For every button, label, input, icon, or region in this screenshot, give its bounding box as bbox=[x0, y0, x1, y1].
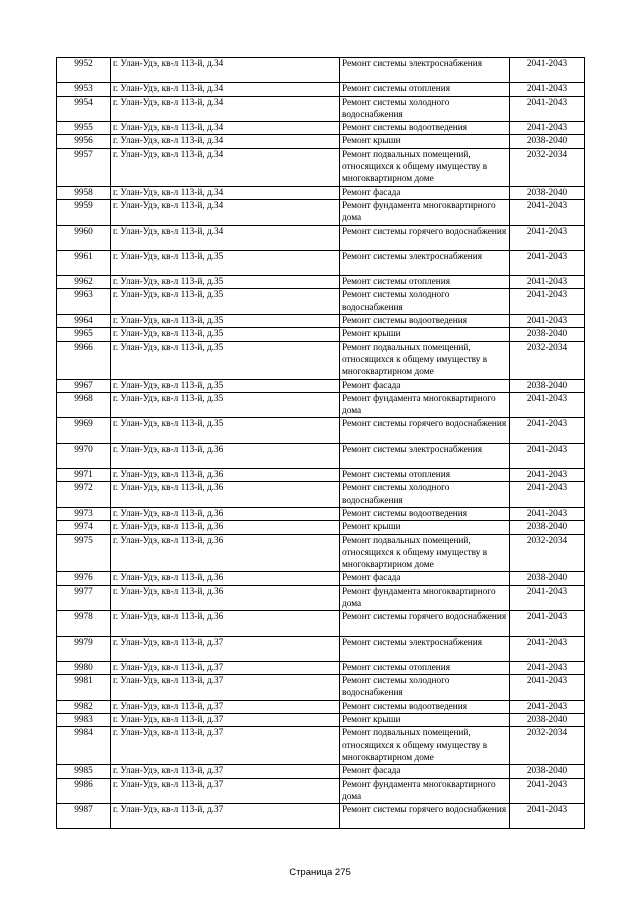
row-number: 9962 bbox=[57, 276, 111, 289]
address-cell: г. Улан-Удэ, кв-л 113-й, д.36 bbox=[111, 611, 340, 636]
period-cell: 2038-2040 bbox=[510, 186, 585, 199]
row-number: 9952 bbox=[57, 58, 111, 83]
row-number: 9976 bbox=[57, 572, 111, 585]
work-type-cell: Ремонт системы холодного водоснабжения bbox=[340, 96, 510, 122]
address-cell: г. Улан-Удэ, кв-л 113-й, д.34 bbox=[111, 186, 340, 199]
period-cell: 2032-2034 bbox=[510, 534, 585, 572]
address-cell: г. Улан-Удэ, кв-л 113-й, д.37 bbox=[111, 700, 340, 713]
address-cell: г. Улан-Удэ, кв-л 113-й, д.36 bbox=[111, 572, 340, 585]
work-type-cell: Ремонт крыши bbox=[340, 328, 510, 341]
address-cell: г. Улан-Удэ, кв-л 113-й, д.34 bbox=[111, 83, 340, 96]
address-cell: г. Улан-Удэ, кв-л 113-й, д.36 bbox=[111, 482, 340, 508]
period-cell: 2041-2043 bbox=[510, 443, 585, 468]
row-number: 9958 bbox=[57, 186, 111, 199]
row-number: 9986 bbox=[57, 778, 111, 804]
table-row bbox=[57, 289, 585, 315]
row-number: 9966 bbox=[57, 341, 111, 379]
address-cell: г. Улан-Удэ, кв-л 113-й, д.35 bbox=[111, 392, 340, 418]
address-cell: г. Улан-Удэ, кв-л 113-й, д.37 bbox=[111, 661, 340, 674]
address-cell: г. Улан-Удэ, кв-л 113-й, д.37 bbox=[111, 675, 340, 701]
address-cell: г. Улан-Удэ, кв-л 113-й, д.34 bbox=[111, 225, 340, 250]
row-number: 9955 bbox=[57, 122, 111, 135]
table-row bbox=[57, 469, 585, 482]
address-cell: г. Улан-Удэ, кв-л 113-й, д.37 bbox=[111, 778, 340, 804]
work-type-cell: Ремонт крыши bbox=[340, 135, 510, 148]
row-number: 9987 bbox=[57, 804, 111, 829]
table-row bbox=[57, 276, 585, 289]
period-cell: 2041-2043 bbox=[510, 392, 585, 418]
work-type-cell: Ремонт системы холодного водоснабжения bbox=[340, 675, 510, 701]
row-number: 9985 bbox=[57, 765, 111, 778]
period-cell: 2041-2043 bbox=[510, 585, 585, 611]
table-row bbox=[57, 341, 585, 379]
period-cell: 2032-2034 bbox=[510, 727, 585, 765]
address-cell: г. Улан-Удэ, кв-л 113-й, д.34 bbox=[111, 96, 340, 122]
row-number: 9981 bbox=[57, 675, 111, 701]
address-cell: г. Улан-Удэ, кв-л 113-й, д.37 bbox=[111, 804, 340, 829]
work-type-cell: Ремонт фасада bbox=[340, 572, 510, 585]
work-type-cell: Ремонт подвальных помещений, относящихся к общему имуществу в многоквартирном доме bbox=[340, 727, 510, 765]
work-type-cell: Ремонт системы водоотведения bbox=[340, 315, 510, 328]
period-cell: 2041-2043 bbox=[510, 96, 585, 122]
table-row bbox=[57, 804, 585, 829]
table-row bbox=[57, 379, 585, 392]
table-row bbox=[57, 765, 585, 778]
work-type-cell: Ремонт системы водоотведения bbox=[340, 122, 510, 135]
period-cell: 2041-2043 bbox=[510, 675, 585, 701]
table-row bbox=[57, 636, 585, 661]
address-cell: г. Улан-Удэ, кв-л 113-й, д.35 bbox=[111, 379, 340, 392]
period-cell: 2041-2043 bbox=[510, 611, 585, 636]
address-cell: г. Улан-Удэ, кв-л 113-й, д.35 bbox=[111, 418, 340, 443]
address-cell: г. Улан-Удэ, кв-л 113-й, д.36 bbox=[111, 521, 340, 534]
row-number: 9959 bbox=[57, 199, 111, 225]
table-row bbox=[57, 611, 585, 636]
work-type-cell: Ремонт подвальных помещений, относящихся к общему имуществу в многоквартирном доме bbox=[340, 148, 510, 186]
address-cell: г. Улан-Удэ, кв-л 113-й, д.36 bbox=[111, 443, 340, 468]
work-type-cell: Ремонт системы горячего водоснабжения bbox=[340, 611, 510, 636]
period-cell: 2041-2043 bbox=[510, 804, 585, 829]
address-cell: г. Улан-Удэ, кв-л 113-й, д.35 bbox=[111, 276, 340, 289]
address-cell: г. Улан-Удэ, кв-л 113-й, д.35 bbox=[111, 328, 340, 341]
period-cell: 2041-2043 bbox=[510, 276, 585, 289]
period-cell: 2038-2040 bbox=[510, 135, 585, 148]
work-type-cell: Ремонт фундамента многоквартирного дома bbox=[340, 199, 510, 225]
period-cell: 2041-2043 bbox=[510, 250, 585, 275]
period-cell: 2041-2043 bbox=[510, 469, 585, 482]
address-cell: г. Улан-Удэ, кв-л 113-й, д.34 bbox=[111, 58, 340, 83]
period-cell: 2041-2043 bbox=[510, 507, 585, 520]
work-type-cell: Ремонт системы холодного водоснабжения bbox=[340, 289, 510, 315]
work-type-cell: Ремонт фасада bbox=[340, 186, 510, 199]
row-number: 9980 bbox=[57, 661, 111, 674]
period-cell: 2041-2043 bbox=[510, 700, 585, 713]
row-number: 9979 bbox=[57, 636, 111, 661]
work-type-cell: Ремонт системы водоотведения bbox=[340, 507, 510, 520]
period-cell: 2032-2034 bbox=[510, 148, 585, 186]
period-cell: 2041-2043 bbox=[510, 482, 585, 508]
period-cell: 2041-2043 bbox=[510, 122, 585, 135]
work-type-cell: Ремонт системы горячего водоснабжения bbox=[340, 418, 510, 443]
period-cell: 2038-2040 bbox=[510, 328, 585, 341]
work-type-cell: Ремонт системы горячего водоснабжения bbox=[340, 225, 510, 250]
period-cell: 2041-2043 bbox=[510, 199, 585, 225]
address-cell: г. Улан-Удэ, кв-л 113-й, д.34 bbox=[111, 135, 340, 148]
repair-schedule-table bbox=[56, 57, 585, 829]
row-number: 9982 bbox=[57, 700, 111, 713]
row-number: 9977 bbox=[57, 585, 111, 611]
period-cell: 2041-2043 bbox=[510, 225, 585, 250]
table-row bbox=[57, 778, 585, 804]
table-row bbox=[57, 148, 585, 186]
row-number: 9972 bbox=[57, 482, 111, 508]
period-cell: 2041-2043 bbox=[510, 315, 585, 328]
period-cell: 2038-2040 bbox=[510, 714, 585, 727]
page-number: Страница 275 bbox=[289, 867, 351, 878]
table-row bbox=[57, 315, 585, 328]
table-row bbox=[57, 534, 585, 572]
row-number: 9965 bbox=[57, 328, 111, 341]
table-row bbox=[57, 443, 585, 468]
row-number: 9984 bbox=[57, 727, 111, 765]
period-cell: 2038-2040 bbox=[510, 572, 585, 585]
period-cell: 2041-2043 bbox=[510, 289, 585, 315]
row-number: 9970 bbox=[57, 443, 111, 468]
row-number: 9964 bbox=[57, 315, 111, 328]
table-row bbox=[57, 482, 585, 508]
table-row bbox=[57, 96, 585, 122]
address-cell: г. Улан-Удэ, кв-л 113-й, д.37 bbox=[111, 714, 340, 727]
work-type-cell: Ремонт системы отопления bbox=[340, 83, 510, 96]
row-number: 9975 bbox=[57, 534, 111, 572]
row-number: 9961 bbox=[57, 250, 111, 275]
table-row bbox=[57, 521, 585, 534]
work-type-cell: Ремонт фасада bbox=[340, 765, 510, 778]
period-cell: 2038-2040 bbox=[510, 379, 585, 392]
table-row bbox=[57, 585, 585, 611]
work-type-cell: Ремонт системы электроснабжения bbox=[340, 250, 510, 275]
row-number: 9953 bbox=[57, 83, 111, 96]
row-number: 9967 bbox=[57, 379, 111, 392]
work-type-cell: Ремонт подвальных помещений, относящихся к общему имуществу в многоквартирном доме bbox=[340, 534, 510, 572]
work-type-cell: Ремонт системы водоотведения bbox=[340, 700, 510, 713]
period-cell: 2032-2034 bbox=[510, 341, 585, 379]
work-type-cell: Ремонт крыши bbox=[340, 714, 510, 727]
table-row bbox=[57, 186, 585, 199]
work-type-cell: Ремонт подвальных помещений, относящихся к общему имуществу в многоквартирном доме bbox=[340, 341, 510, 379]
table-row bbox=[57, 700, 585, 713]
row-number: 9954 bbox=[57, 96, 111, 122]
table-row bbox=[57, 135, 585, 148]
period-cell: 2038-2040 bbox=[510, 521, 585, 534]
table-row bbox=[57, 572, 585, 585]
work-type-cell: Ремонт системы отопления bbox=[340, 276, 510, 289]
period-cell: 2038-2040 bbox=[510, 765, 585, 778]
row-number: 9974 bbox=[57, 521, 111, 534]
address-cell: г. Улан-Удэ, кв-л 113-й, д.37 bbox=[111, 765, 340, 778]
table-row bbox=[57, 83, 585, 96]
address-cell: г. Улан-Удэ, кв-л 113-й, д.37 bbox=[111, 727, 340, 765]
address-cell: г. Улан-Удэ, кв-л 113-й, д.36 bbox=[111, 469, 340, 482]
address-cell: г. Улан-Удэ, кв-л 113-й, д.34 bbox=[111, 122, 340, 135]
work-type-cell: Ремонт фундамента многоквартирного дома bbox=[340, 778, 510, 804]
table-row bbox=[57, 250, 585, 275]
row-number: 9963 bbox=[57, 289, 111, 315]
work-type-cell: Ремонт системы электроснабжения bbox=[340, 58, 510, 83]
table-row bbox=[57, 392, 585, 418]
address-cell: г. Улан-Удэ, кв-л 113-й, д.36 bbox=[111, 507, 340, 520]
work-type-cell: Ремонт фасада bbox=[340, 379, 510, 392]
table-row bbox=[57, 225, 585, 250]
table-row bbox=[57, 714, 585, 727]
address-cell: г. Улан-Удэ, кв-л 113-й, д.34 bbox=[111, 199, 340, 225]
work-type-cell: Ремонт системы горячего водоснабжения bbox=[340, 804, 510, 829]
table-row bbox=[57, 675, 585, 701]
row-number: 9969 bbox=[57, 418, 111, 443]
address-cell: г. Улан-Удэ, кв-л 113-й, д.35 bbox=[111, 315, 340, 328]
table-row bbox=[57, 661, 585, 674]
row-number: 9983 bbox=[57, 714, 111, 727]
work-type-cell: Ремонт крыши bbox=[340, 521, 510, 534]
table-row bbox=[57, 727, 585, 765]
work-type-cell: Ремонт системы холодного водоснабжения bbox=[340, 482, 510, 508]
work-type-cell: Ремонт системы отопления bbox=[340, 661, 510, 674]
row-number: 9957 bbox=[57, 148, 111, 186]
address-cell: г. Улан-Удэ, кв-л 113-й, д.34 bbox=[111, 148, 340, 186]
address-cell: г. Улан-Удэ, кв-л 113-й, д.35 bbox=[111, 289, 340, 315]
table-row bbox=[57, 122, 585, 135]
table-row bbox=[57, 58, 585, 83]
row-number: 9971 bbox=[57, 469, 111, 482]
table-body bbox=[57, 58, 585, 829]
table-row bbox=[57, 507, 585, 520]
work-type-cell: Ремонт системы электроснабжения bbox=[340, 443, 510, 468]
row-number: 9960 bbox=[57, 225, 111, 250]
period-cell: 2041-2043 bbox=[510, 418, 585, 443]
address-cell: г. Улан-Удэ, кв-л 113-й, д.36 bbox=[111, 585, 340, 611]
row-number: 9973 bbox=[57, 507, 111, 520]
table-row bbox=[57, 328, 585, 341]
row-number: 9968 bbox=[57, 392, 111, 418]
address-cell: г. Улан-Удэ, кв-л 113-й, д.35 bbox=[111, 250, 340, 275]
work-type-cell: Ремонт фундамента многоквартирного дома bbox=[340, 585, 510, 611]
period-cell: 2041-2043 bbox=[510, 661, 585, 674]
work-type-cell: Ремонт фундамента многоквартирного дома bbox=[340, 392, 510, 418]
table-row bbox=[57, 199, 585, 225]
address-cell: г. Улан-Удэ, кв-л 113-й, д.35 bbox=[111, 341, 340, 379]
address-cell: г. Улан-Удэ, кв-л 113-й, д.37 bbox=[111, 636, 340, 661]
period-cell: 2041-2043 bbox=[510, 58, 585, 83]
row-number: 9978 bbox=[57, 611, 111, 636]
period-cell: 2041-2043 bbox=[510, 778, 585, 804]
work-type-cell: Ремонт системы электроснабжения bbox=[340, 636, 510, 661]
row-number: 9956 bbox=[57, 135, 111, 148]
address-cell: г. Улан-Удэ, кв-л 113-й, д.36 bbox=[111, 534, 340, 572]
table-row bbox=[57, 418, 585, 443]
period-cell: 2041-2043 bbox=[510, 636, 585, 661]
period-cell: 2041-2043 bbox=[510, 83, 585, 96]
work-type-cell: Ремонт системы отопления bbox=[340, 469, 510, 482]
